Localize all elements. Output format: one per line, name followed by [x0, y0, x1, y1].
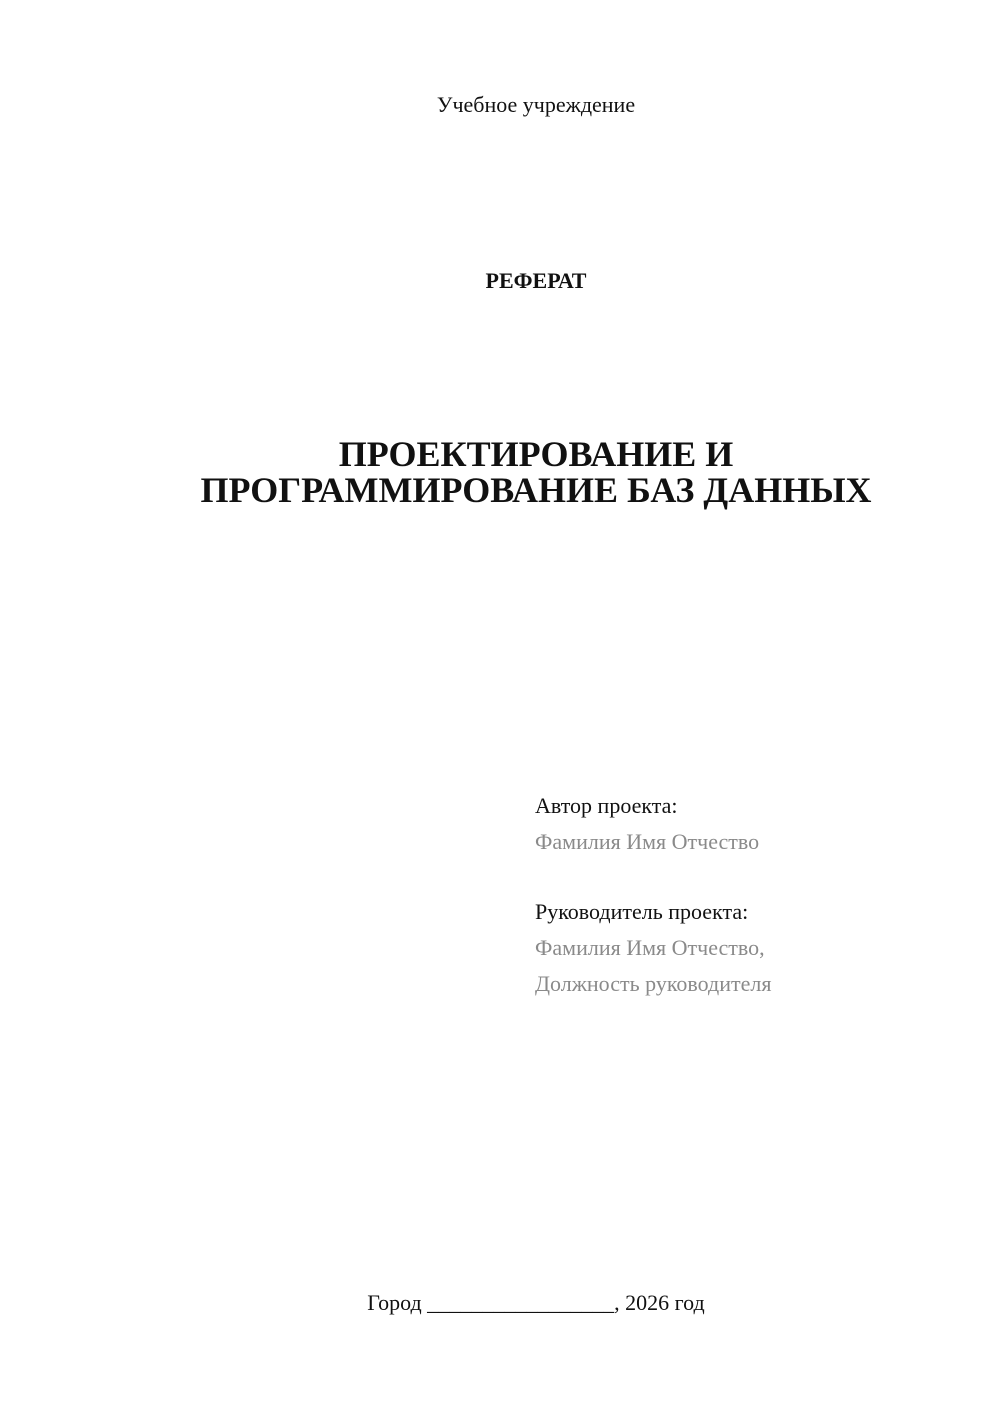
credits-block: [535, 788, 771, 1002]
author-name: Фамилия Имя Отчество: [535, 829, 760, 854]
supervisor-position: Должность руководителя: [535, 971, 772, 996]
document-title-line-2: ПРОГРАММИРОВАНИЕ БАЗ ДАННЫХ: [200, 470, 872, 510]
author-label: Автор проекта:: [535, 793, 678, 818]
supervisor-label: Руководитель проекта:: [535, 899, 749, 924]
credits-spacer: [535, 860, 771, 894]
city-year-line: Город _________________, 2026 год: [367, 1290, 705, 1315]
document-title: [0, 436, 1000, 508]
supervisor-name: Фамилия Имя Отчество,: [535, 935, 765, 960]
institution-name: Учебное учреждение: [436, 92, 636, 117]
document-title-line-1: ПРОЕКТИРОВАНИЕ И: [338, 434, 734, 474]
document-type: РЕФЕРАТ: [485, 268, 587, 293]
